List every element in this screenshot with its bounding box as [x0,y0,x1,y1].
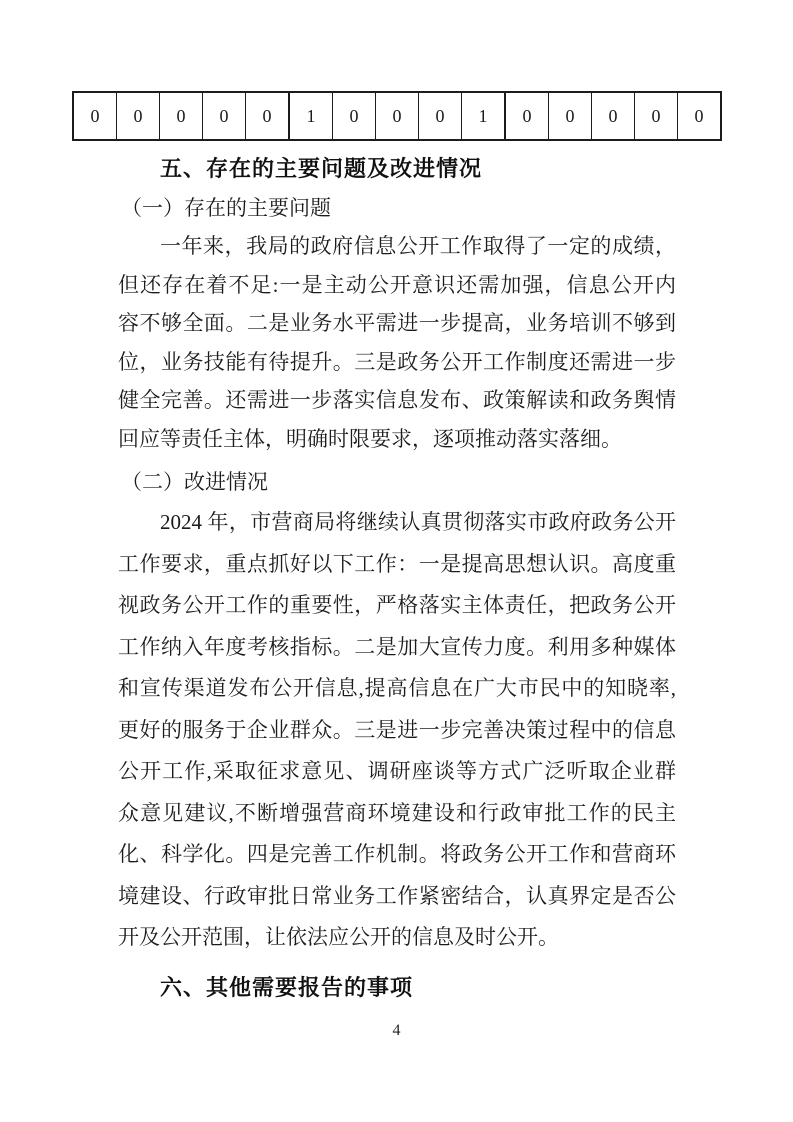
table-cell: 0 [506,93,549,139]
paragraph-line: 开及公开范围，让依法应公开的信息及时公开。 [118,925,559,949]
paragraph-line: 众意见建议,不断增强营商环境建设和行政审批工作的民主 [118,800,676,825]
section-6-heading: 六、其他需要报告的事项 [160,975,414,1000]
paragraph-line: 一年来，我局的政府信息公开工作取得了一定的成绩， [160,234,676,258]
paragraph-main-problems [118,227,676,458]
table-cell: 1 [462,93,506,139]
table-cell: 0 [376,93,419,139]
paragraph-line: 健全完善。还需进一步落实信息发布、政策解读和政务舆情 [118,388,676,412]
paragraph-improvements [118,502,676,959]
paragraph-line: 境建设、行政审批日常业务工作紧密结合，认真界定是否公 [118,883,676,908]
subsection-2-title: （二）改进情况 [121,470,268,494]
paragraph-line: 容不够全面。二是业务水平需进一步提高，业务培训不够到 [118,311,676,335]
paragraph-line: 2024 年，市营商局将继续认真贯彻落实市政府政务公开 [160,510,676,534]
paragraph-line: 但还存在着不足:一是主动公开意识还需加强，信息公开内 [118,272,676,297]
table-cell: 0 [419,93,462,139]
table-cell: 0 [694,105,704,126]
paragraph-line: 位，业务技能有待提升。三是政务公开工作制度还需进一步 [118,349,676,374]
paragraph-line: 工作要求，重点抓好以下工作：一是提高思想认识。高度重 [118,551,676,576]
subsection-1-title: （一）存在的主要问题 [121,196,331,220]
statistics-table-row [72,91,722,141]
paragraph-line: 回应等责任主体，明确时限要求，逐项推动落实落细。 [118,426,622,451]
paragraph-line: 公开工作,采取征求意见、调研座谈等方式广泛听取企业群 [118,759,676,783]
section-5-heading: 五、存在的主要问题及改进情况 [160,156,483,181]
table-cell: 0 [635,93,678,139]
table-cell: 0 [203,93,246,139]
table-cell: 0 [592,93,635,139]
paragraph-line: 视政务公开工作的重要性，严格落实主体责任，把政务公开 [118,593,676,617]
table-cell: 1 [290,93,333,139]
table-cell: 0 [74,93,117,139]
table-cell: 0 [160,93,203,139]
page-number: 4 [392,1022,401,1039]
paragraph-line: 工作纳入年度考核指标。二是加大宣传力度。利用多种媒体 [118,634,676,659]
table-cell: 0 [333,93,376,139]
paragraph-line: 和宣传渠道发布公开信息,提高信息在广大市民中的知晓率, [118,676,676,700]
paragraph-line: 化、科学化。四是完善工作机制。将政务公开工作和营商环 [118,842,676,866]
table-cell: 0 [246,93,290,139]
table-cell: 0 [117,93,160,139]
paragraph-line: 更好的服务于企业群众。三是进一步完善决策过程中的信息 [118,717,676,742]
table-cell: 0 [549,93,592,139]
